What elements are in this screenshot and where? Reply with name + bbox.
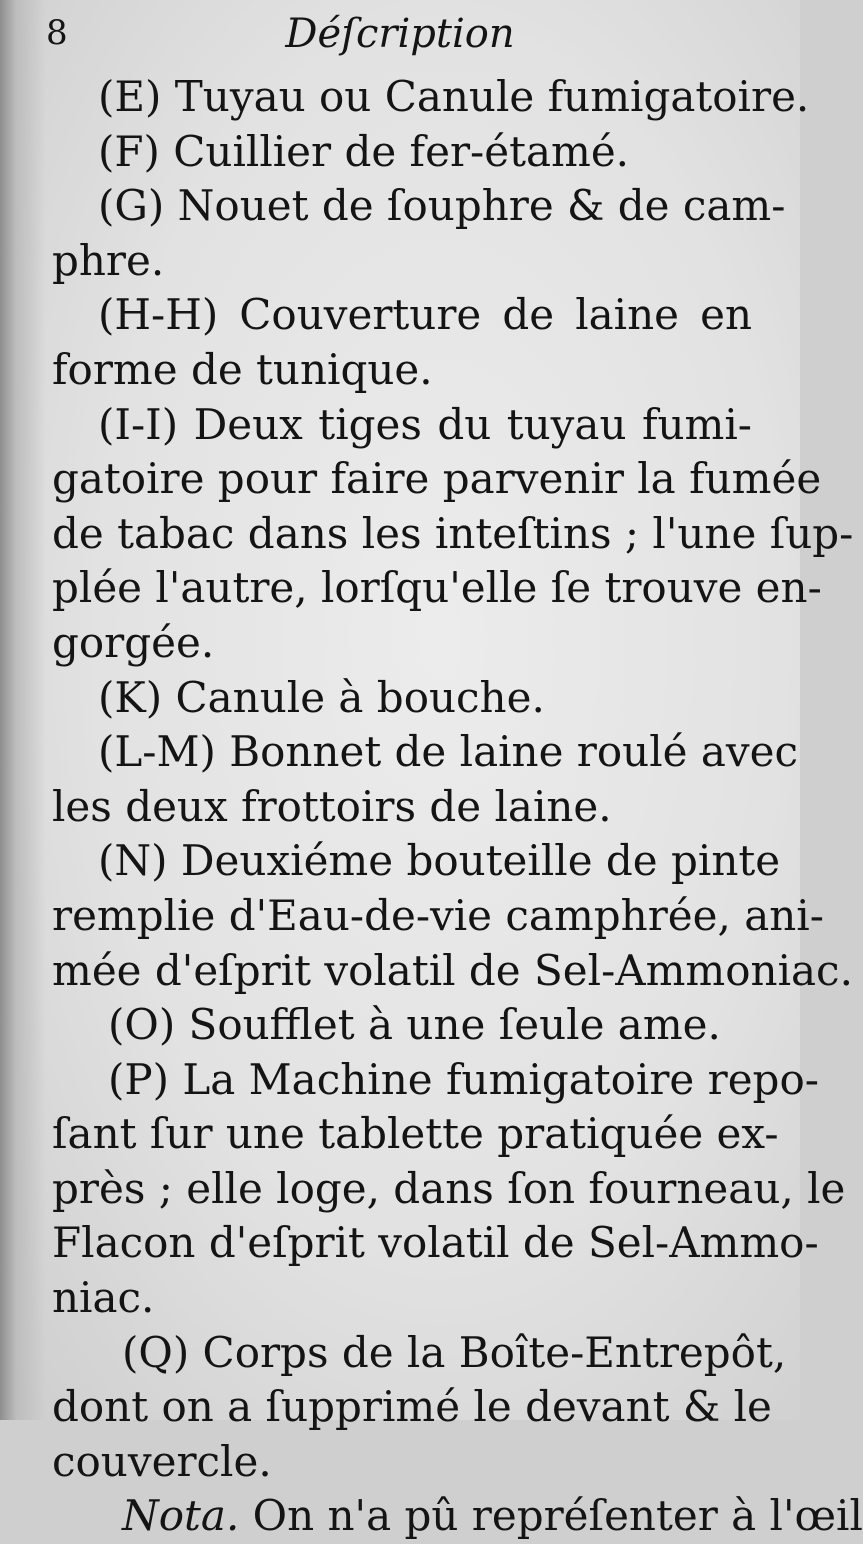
text-line: remplie d'Eau-de-vie camphrée, ani- bbox=[52, 890, 824, 940]
text-line: couvercle. bbox=[52, 1436, 272, 1486]
nota-text: On n'a pû repréſenter à l'œil bbox=[252, 1491, 863, 1541]
text-line: (O) Soufflet à une ſeule ame. bbox=[108, 1000, 721, 1050]
text-line: (K) Canule à bouche. bbox=[98, 672, 545, 722]
text-line: phre. bbox=[52, 235, 165, 285]
page-number: 8 bbox=[46, 13, 68, 53]
nota-line bbox=[52, 1489, 863, 1544]
text-line: de tabac dans les inteſtins ; l'une ſup- bbox=[52, 508, 854, 558]
text-line: (H-H) Couverture de laine en bbox=[98, 290, 752, 340]
text-line: forme de tunique. bbox=[52, 344, 433, 394]
text-line: (L-M) Bonnet de laine roulé avec bbox=[98, 727, 798, 777]
text-line: ſant ſur une tablette pratiquée ex- bbox=[52, 1109, 779, 1159]
nota-label: Nota. bbox=[122, 1491, 240, 1541]
text-line: dont on a ſupprimé le devant & le bbox=[52, 1382, 772, 1432]
text-line: près ; elle loge, dans ſon fourneau, le bbox=[52, 1163, 846, 1213]
binding-gutter-shadow bbox=[0, 0, 46, 1420]
text-line: (P) La Machine fumigatoire repo- bbox=[108, 1054, 819, 1104]
text-line: (I-I) Deux tiges du tuyau fumi- bbox=[98, 399, 752, 449]
text-line: (N) Deuxiéme bouteille de pinte bbox=[98, 836, 781, 886]
text-line: (F) Cuillier de fer-étamé. bbox=[98, 126, 630, 176]
text-line: mée d'eſprit volatil de Sel-Ammoniac. bbox=[52, 945, 853, 995]
text-line: (G) Nouet de ſouphre & de cam- bbox=[98, 181, 786, 231]
text-line: gorgée. bbox=[52, 617, 215, 667]
text-line: niac. bbox=[52, 1273, 155, 1323]
body-text bbox=[52, 70, 863, 1544]
text-line: plée l'autre, lorſqu'elle ſe trouve en- bbox=[52, 563, 822, 613]
text-line: Flacon d'eſprit volatil de Sel-Ammo- bbox=[52, 1218, 819, 1268]
text-line: (E) Tuyau ou Canule fumigatoire. bbox=[98, 72, 810, 121]
text-line: (Q) Corps de la Boîte-Entrepôt, bbox=[122, 1327, 787, 1377]
running-head: Déſcription bbox=[285, 11, 515, 57]
text-line: les deux frottoirs de laine. bbox=[52, 781, 612, 831]
text-line: gatoire pour faire parvenir la fumée bbox=[52, 454, 822, 504]
